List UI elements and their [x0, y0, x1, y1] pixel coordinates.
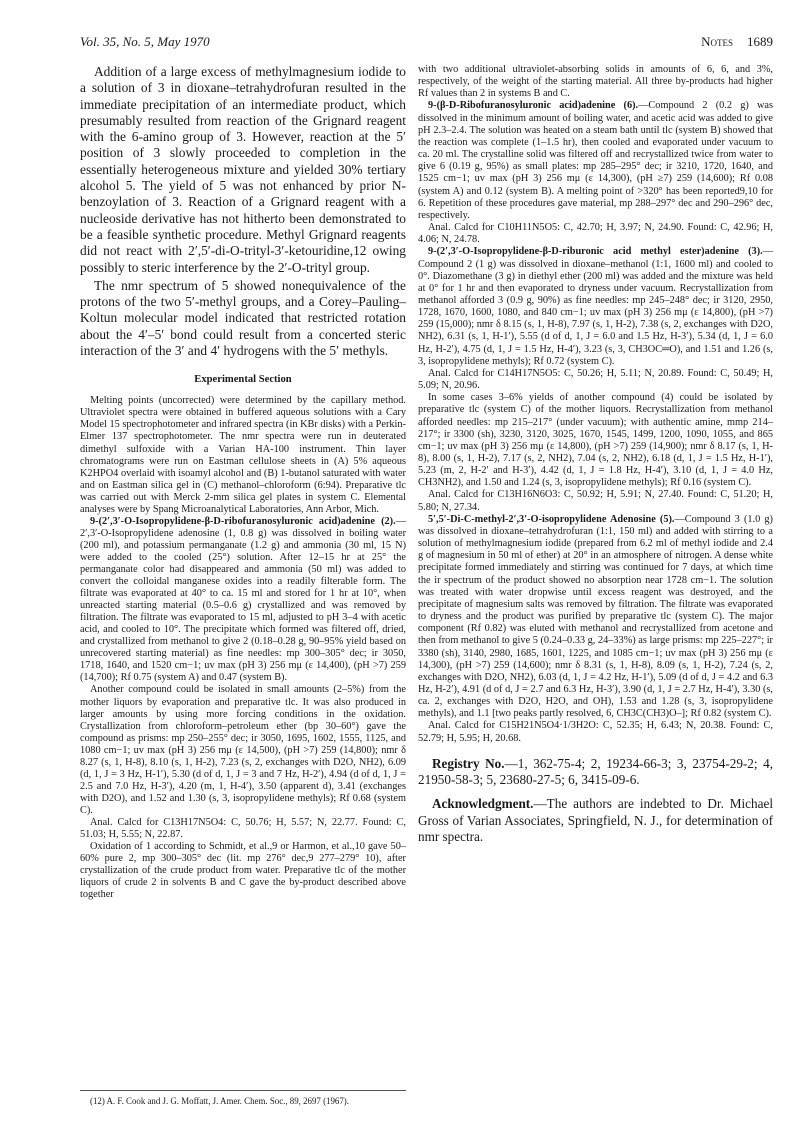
experimental-paragraph: [418, 100, 773, 222]
experimental-paragraph: [418, 64, 773, 100]
analysis-paragraph: [418, 489, 773, 513]
experimental-paragraph-text: —Compound 2 (0.2 g) was dissolved in the minimum amount of boiling water, and acetic acid was added to give pH 2.3–2.4. The solution was heated on a steam bath until tlc (system B) showed that the reaction was complete (1–1.5 hr), then cooled and evaporated under vacuum to ca. 20 ml. The crystalline solid was filtered off and recrystallized twice from water to give 6 (0.19 g, 95%) as small plates: mp 285–295° dec; ir 3210, 1720, 1640, and 1525 cm−1; uv max (pH 3) 256 mμ (ε 14,300), (pH ≥7) 259 (14,600); Rf 0.08 (system A) and 0.12 (system B). A melting point of >320° has been reported9,10 for 6. Repetition of these procedures gave material, mp 288–297° dec and 290–296° dec, respectively.: [418, 100, 774, 221]
experimental-paragraph: [418, 392, 773, 489]
experimental-paragraph-text: —2′,3′-O-Isopropylidene adenosine (1, 0.8 g) was dissolved in boiling water (200 ml), and potassium permanganate (1.2 g) and ammonia (30 ml, 15 N) were added to the cooled (25°) solution. After 12–15 hr at 25° the permanganate color had disappeared and ammonia (50 ml) was added to convert the colloidal manganese oxides into a readily filterable form. The filtrate was evaporated at 40° to ca. 15 ml and stored for 1 hr at 10°, when unreacted starting material (0.5–0.6 g) crystallized and was removed by filtration. The filtrate was evaporated to 15 ml, adjusted to pH 3–4 with acetic acid, and cooled to 10°. The precipitate which formed was filtered off, dried, and crystallized from methanol to give 2 (0.18–0.28 g, 90–95% yield based on unrecovered starting material) as fine needles: mp 300–305° dec; ir 3050, 1718, 1640, and 1520 cm−1; uv max (pH 3) 256 mμ (ε 14,400), (pH >7) 259 (14,700); Rf 0.75 (system A) and 0.47 (system B).: [80, 515, 406, 684]
experimental-paragraph: [80, 841, 406, 901]
analysis-paragraph: [418, 368, 773, 392]
analysis-paragraph: [418, 222, 773, 246]
body-paragraph: The nmr spectrum of 5 showed nonequivalence of the protons of the two 5′-methyl groups, and a Corey–Pauling–Koltun molecular model indicated that restricted rotation about the 4′–5′ bond could result from a concerted steric interaction of the 3′ and 4′ hydrogens with the 5′ methyls.: [80, 277, 406, 359]
experimental-paragraph: [80, 395, 406, 515]
acknowledgment-text: —The authors are indebted to Dr. Michael Gross of Varian Associates, Springfield, N. J., for determination of nmr spectra.: [418, 796, 773, 844]
running-head: [701, 34, 773, 50]
footnote-divider: [80, 1090, 406, 1091]
experimental-paragraph: [418, 246, 773, 368]
experimental-paragraph-text: Anal. Calcd for C15H21N5O4·1/3H2O: C, 52.35; H, 6.43; N, 20.38. Found: C, 52.79; H, 5.95; H, 20.68.: [418, 720, 773, 744]
page-number: 1689: [747, 34, 773, 49]
compound-heading: 9-(β-D-Ribofuranosyluronic acid)adenine (6).: [428, 100, 639, 112]
journal-citation: Vol. 35, No. 5, May 1970: [80, 34, 210, 49]
experimental-paragraph-text: with two additional ultraviolet-absorbing solids in amounts of 6, 6, and 3%, respectively, of the weight of the starting material. All three by-products had higher Rf values than 2 in systems B and C.: [418, 64, 773, 100]
experimental-paragraph: [418, 514, 773, 721]
experimental-paragraph-text: Another compound could be isolated in small amounts (2–5%) from the mother liquors by evaporation and preparative tlc. It was also produced in larger amounts by using more forcing conditions in the oxidation. Crystallization from chloroform–petroleum ether (bp 30–60°) gave the compound as prisms: mp 250–255° dec; ir 3050, 1695, 1602, 1555, 1125, and 1080 cm−1; uv max (pH 3) 256 mμ (ε 14,500), (pH >7) 259 (14,800); nmr δ 8.27 (s, 1, H-8), 8.10 (s, 1, H-2), 7.23 (s, 2, exchanges with D2O, NH2), 6.09 (d, 1, J = 3 Hz, H-1′), 5.30 (d of d, 1, J = 3 and 7 Hz, H-2′), 4.94 (d of d, 1, J = 2.5 and 7.0 Hz, H-3′), 4.20 (m, 1, H-4′), 3.50 (apparent d), 3.41 (exchanges with D2O), and 1.52 and 1.30 (s, 3, isopropylidene methyls); Rf 0.68 (system C).: [80, 684, 406, 816]
experimental-paragraph-text: —Compound 2 (1 g) was dissolved in dioxane–methanol (1:1, 1600 ml) and cooled to 0°. Diazomethane (3 g) in diethyl ether (200 ml) was added and the mixture was held at 0° for 1 hr and then evaporated to dryness under vacuum. Recrystallization from methanol afforded 3 (0.9 g, 90%) as fine needles: mp 245–248° dec; ir 3120, 2950, 1728, 1670, 1600, 1080, and 840 cm−1; uv max (pH 3) 256 mμ (ε 14,800), (pH >7) 259 (15,000); nmr δ 8.15 (s, 1, H-8), 7.97 (s, 1, H-2), 7.38 (s, 2, exchanges with D2O, NH2), 6.31 (s, 1, H-1′), 5.55 (d of d, 1, J = 6.0 and 1.5 Hz, H-3′), 5.34 (d, 1, J = 6.0 Hz, H-2′), 4.75 (d, 1, J = 1.5 Hz, H-4′), 3.23 (s, 3, CH3OC═O), and 1.51 and 1.26 (s, 3, isopropylidene methyls); Rf 0.72 (system C).: [418, 246, 773, 367]
experimental-paragraph-text: Anal. Calcd for C10H11N5O5: C, 42.70; H, 3.97; N, 24.90. Found: C, 42.96; H, 4.06; N, 24.78.: [418, 222, 773, 246]
registry-label: Registry No.: [432, 755, 505, 771]
analysis-paragraph: [80, 817, 406, 841]
registry-text: —1, 362-75-4; 2, 19234-66-3; 3, 23754-29-2; 4, 21950-58-3; 5, 23680-27-5; 6, 3415-09-6.: [418, 755, 773, 788]
experimental-paragraph-text: Anal. Calcd for C14H17N5O5: C, 50.26; H, 5.11; N, 20.89. Found: C, 50.49; H, 5.09; N, 20.96.: [418, 367, 773, 392]
footnote: (12) A. F. Cook and J. G. Moffatt, J. Amer. Chem. Soc., 89, 2697 (1967).: [90, 1096, 349, 1106]
experimental-paragraph-text: In some cases 3–6% yields of another compound (4) could be isolated by preparative tlc (system C) of the mother liquors. Recrystallization from methanol afforded needles: mp 215–217° (under vacuum); with authentic amine, mmp 214–217°; ir 3300 (sh), 3230, 3120, 3025, 1670, 1545, 1499, 1200, 1090, 1055, and 865 cm−1; uv max (pH 3) 256 mμ (ε 14,800), (pH >7) 259 (14,900); nmr δ 8.17 (s, 1, H-8), 8.00 (s, 1, H-2), 7.17 (s, 2, NH2), 7.04 (s, 2, NH2), 6.18 (d, 1, J = 1.5 Hz, H-1′), 5.23 (m, 2, H-2′ and H-3′), 4.42 (d, 1, J = 1.8 Hz, H-4′), 3.10 (d, 1, J = 4.0 Hz, CH3NH2), and 1.50 and 1.24 (s, 3, isopropylidene methyls); Rf 0.16 (system C).: [418, 392, 773, 489]
compound-heading: 9-(2′,3′-O-Isopropylidene-β-D-ribofuranosyluronic acid)adenine (2).: [90, 515, 396, 527]
body-paragraph: Addition of a large excess of methylmagnesium iodide to a solution of 3 in dioxane–tetrahydrofuran resulted in the immediate precipitation of an intermediate product, which presumably resulted from reaction of the Grignard reagent with the 6-amino group of 3. However, reaction at the 5′ position of 3 slowly proceeded to completion in the essentially heterogeneous mixture and yielded 30% tertiary alcohol 5. The yield of 5 was not enhanced by prior N-benzoylation of 3. Reaction of a Grignard reagent with a nucleoside derivative has not hitherto been demonstrated to be a feasible synthetic procedure. Methyl Grignard reagents did not react with 2′,5′-di-O-trityl-3′-ketouridine,12 owing possibly to steric interference by the 2′-O-trityl group.: [80, 64, 406, 275]
experimental-paragraph-text: Anal. Calcd for C13H17N5O4: C, 50.76; H, 5.57; N, 22.77. Found: C, 51.03; H, 5.55; N, 22.87.: [80, 816, 406, 841]
experimental-paragraph: [80, 516, 406, 685]
experimental-section-heading: Experimental Section: [194, 374, 292, 386]
acknowledgment: [418, 796, 773, 845]
compound-heading: 5′,5′-Di-C-methyl-2′,3′-O-isopropylidene Adenosine (5).: [428, 513, 675, 525]
section-label: Notes: [701, 34, 733, 49]
registry-numbers: [418, 756, 773, 789]
experimental-paragraph-text: —Compound 3 (1.0 g) was dissolved in dioxane–tetrahydrofuran (1:1, 150 ml) and added with stirring to a solution of methylmagnesium iodide (prepared from 6.2 ml of methyl iodide and 2.4 g of magnesium in 50 ml of ether) at 20° in an atmosphere of nitrogen. A dense white precipitate formed immediately and stirring was continued for 7 days, at which time the ir spectrum of the product showed no absorption near 1728 cm−1. The solution was treated with water dropwise until excess reagent was destroyed, and the precipitate of magnesium salts was removed by filtration. The filtrate was evaporated to dryness and the product was purified by preparative tlc (system C). The major component (Rf 0.82) was eluted with methanol and recrystallized from acetone and then from methanol to give 5 (0.24–0.33 g, 24–33%) as large prisms: mp 225–227°; ir 3380 (sh), 3140, 2980, 1685, 1601, 1225, and 1085 cm−1; uv max (pH 3) 256 mμ (ε 14,300), (pH >7) 259 (14,600); nmr δ 8.31 (s, 1, H-8), 8.09 (s, 1, H-2), 7.24 (s, 2, exchanges with D2O, NH2), 6.03 (d, 1, J = 4.2 Hz, H-1′), 5.09 (d of d, J = 4.2 and 6.3 Hz, H-2′), 4.91 (d of d, J = 2.7 and 6.3 Hz, H-3′), 3.90 (d, 1, J = 2.7 Hz, H-4′), 3.30 (s, ca. 2, exchanges with D2O, H2O, and OH), 1.53 and 1.28 (s, 3, isopropylidene methyls), and 1.1 [two peaks partly resolved, 6, CH3C(CH3)O–]; Rf 0.82 (system C).: [418, 513, 773, 720]
right-column: [418, 64, 773, 845]
acknowledgment-label: Acknowledgment.: [432, 796, 534, 812]
experimental-paragraph-text: Anal. Calcd for C13H16N6O3: C, 50.92; H, 5.91; N, 27.40. Found: C, 51.20; H, 5.80; N, 27.34.: [418, 489, 773, 513]
left-column: [80, 64, 406, 901]
experimental-paragraph-text: Melting points (uncorrected) were determined by the capillary method. Ultraviolet spectra were obtained in buffered aqueous solutions with a Cary Model 15 spectrophotometer and infrared spectra (in KBr disks) with a Perkin-Elmer 137 spectrophotometer. The nmr spectra were run in deuterated dimethyl sulfoxide with a Varian HA-100 instrument. Thin layer chromatograms were run on Eastman cellulose sheets in (A) 5% aqueous K2HPO4 overlaid with isoamyl alcohol and (B) 1-butanol saturated with water and on Eastman silica gel in (C) methanol–chloroform (6:94). Preparative tlc was carried out with Merck 2-mm silica gel plates in system C. Elemental analyses were by Spang Microanalytical Laboratories, Ann Arbor, Mich.: [80, 395, 406, 515]
experimental-paragraph: [80, 684, 406, 817]
compound-heading: 9-(2′,3′-O-Isopropylidene-β-D-riburonic acid methyl ester)adenine (3).: [428, 246, 763, 258]
experimental-paragraph-text: Oxidation of 1 according to Schmidt, et al.,9 or Harmon, et al.,10 gave 50–60% pure 2, mp 300–305° dec (lit. mp 276° dec,9 277–279° 10), after crystallization of the crude product from water. Preparative tlc of the mother liquors of crude 2 in solvents B and C gave the by-product described above together: [80, 841, 406, 901]
analysis-paragraph: [418, 720, 773, 744]
